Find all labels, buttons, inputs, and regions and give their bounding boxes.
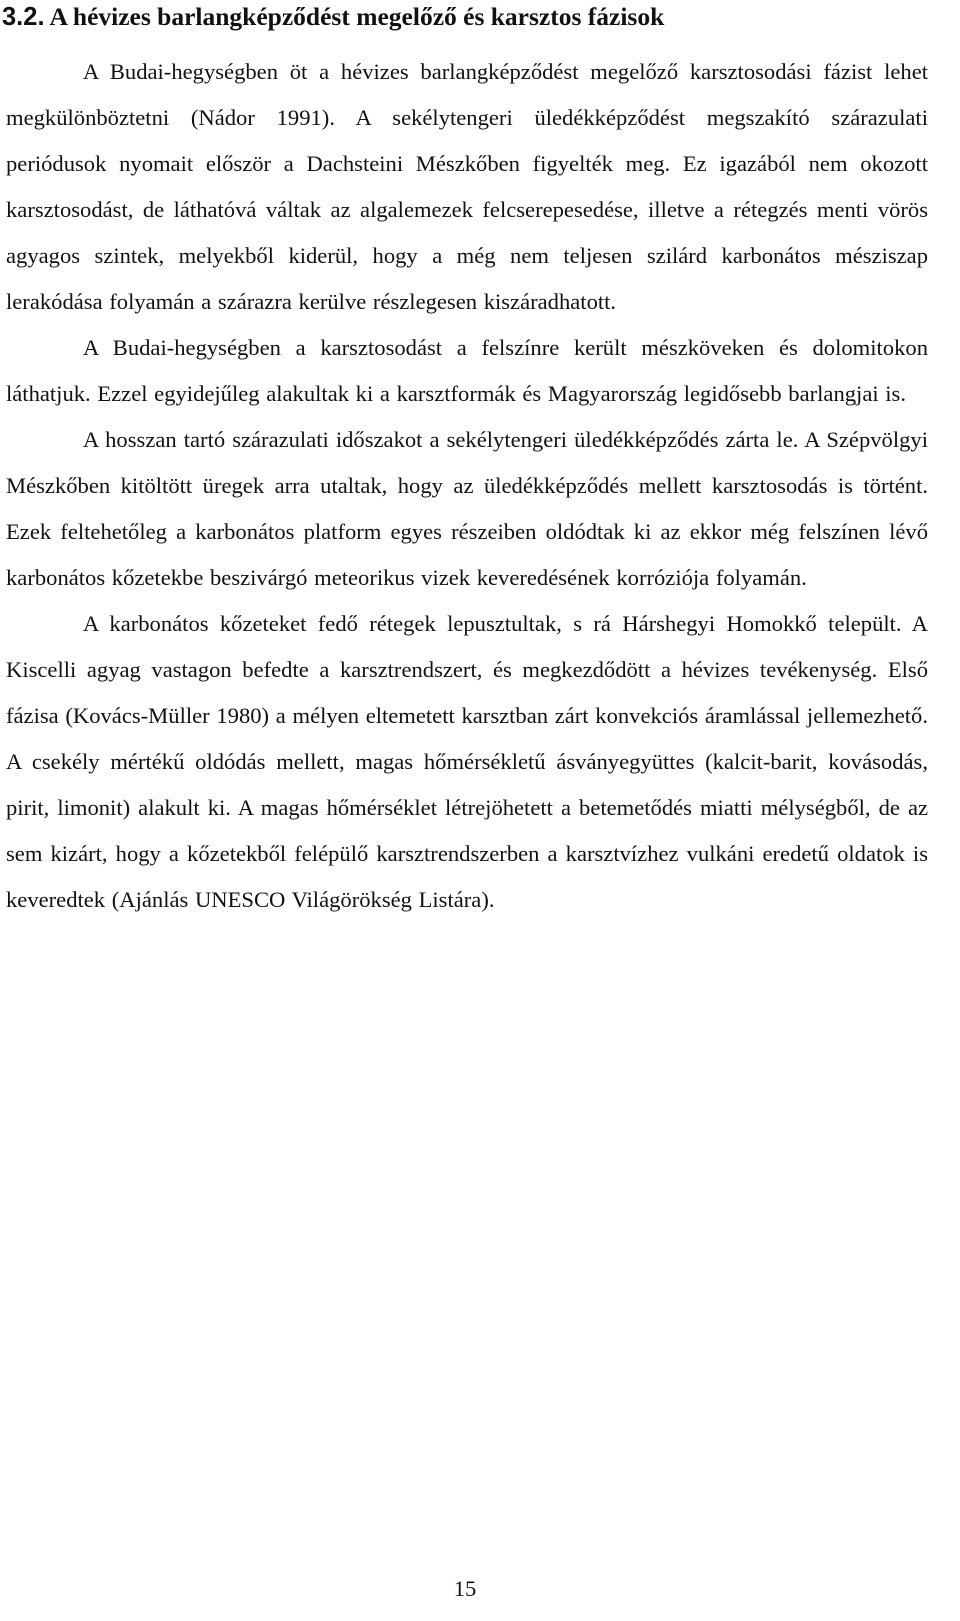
page-number: 15 — [453, 1576, 477, 1601]
paragraph-1: A Budai-hegységben öt a hévizes barlangképződést megelőző karsztosodási fázist lehet megkülönböztetni (Nádor 1991). A sekélytengeri üledékképződést megszakító szárazulati periódusok nyomait először a Dachsteini Mészkőben figyelték meg. Ez igazából nem okozott karsztosodást, de láthatóvá váltak az algalemezek felcserepesedése, illetve a rétegzés menti vörös agyagos szintek, melyekből kiderül, hogy a még nem teljesen szilárd karbonátos mésziszap lerakódása folyamán a szárazra kerülve részlegesen kiszáradhatott. — [6, 59, 928, 314]
paragraph-2: A Budai-hegységben a karsztosodást a felszínre került mészköveken és dolomitokon láthatjuk. Ezzel egyidejűleg alakultak ki a karsztformák és Magyarország legidősebb barlangjai is. — [6, 335, 928, 406]
paragraph-3: A hosszan tartó szárazulati időszakot a sekélytengeri üledékképződés zárta le. A Szépvölgyi Mészkőben kitöltött üregek arra utaltak, hogy az üledékképződés mellett karsztosodás is történt. Ezek feltehetőleg a karbonátos platform egyes részeiben oldódtak ki az ekkor még felszínen lévő karbonátos kőzetekbe beszivárgó meteorikus vizek keveredésének korróziója folyamán. — [6, 427, 928, 590]
section-number: 3.2. — [2, 3, 45, 31]
body-text — [6, 49, 928, 923]
section-title: A hévizes barlangképződést megelőző és karsztos fázisok — [49, 2, 665, 31]
paragraph-4: A karbonátos kőzeteket fedő rétegek lepusztultak, s rá Hárshegyi Homokkő települt. A Kiscelli agyag vastagon befedte a karsztrendszert, és megkezdődött a hévizes tevékenység. Első fázisa (Kovács-Müller 1980) a mélyen eltemetett karsztban zárt konvekciós áramlással jellemezhető. A csekély mértékű oldódás mellett, magas hőmérsékletű ásványegyüttes (kalcit-barit, kovásodás, pirit, limonit) alakult ki. A magas hőmérséklet létrejöhetett a betemetődés miatti mélységből, de az sem kizárt, hogy a kőzetekből felépülő karsztrendszerben a karsztvízhez vulkáni eredetű oldatok is keveredtek (Ajánlás UNESCO Világörökség Listára). — [6, 611, 928, 912]
section-heading — [2, 0, 942, 34]
